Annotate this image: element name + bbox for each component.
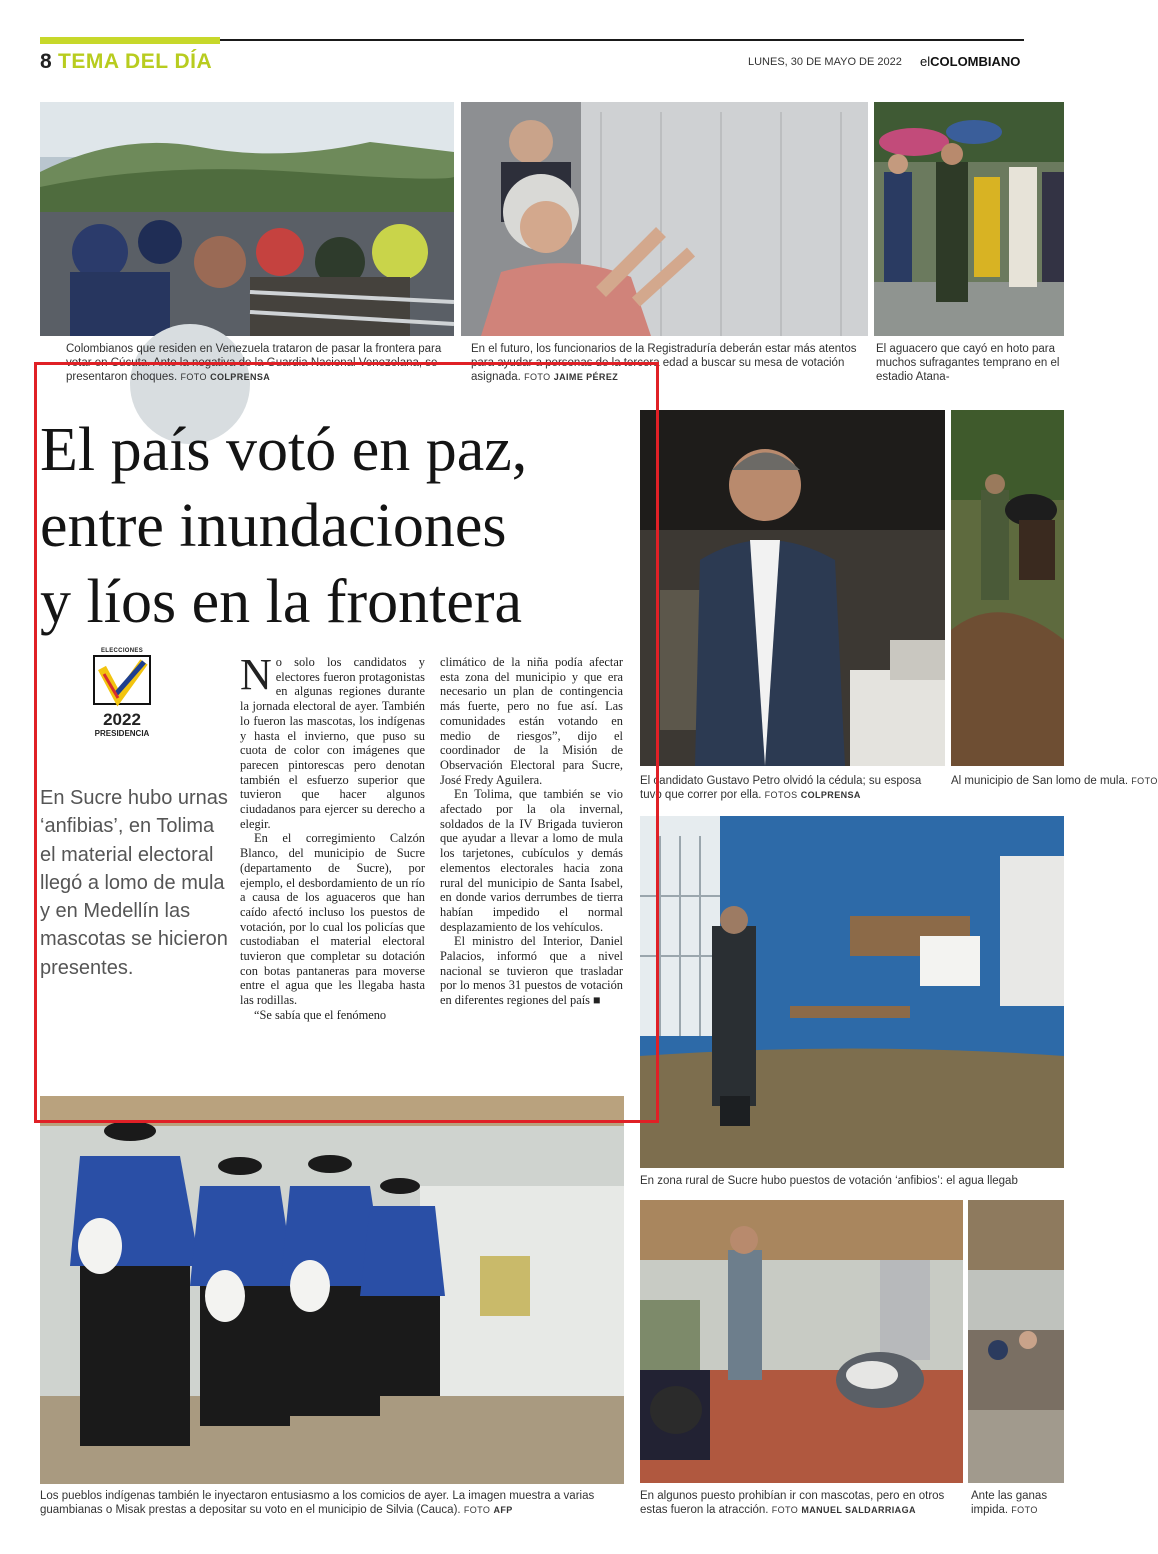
logo-bottom-label: PRESIDENCIA	[94, 729, 150, 738]
col2-paragraph-1: climático de la niña podía afectar esta zona del municipio y que era necesario un plan de contingencia más fuerte, pero no fue así. Las comunidades están votando en medio de riesgos”, dijo el coordinador de la Misión de Observación Electoral para Sucre, José Fredy Aguilera.	[440, 655, 623, 787]
highlight-box	[34, 362, 659, 1123]
photo-petro	[640, 410, 945, 766]
photo-pets	[640, 1200, 963, 1483]
caption-petro: El candidato Gustavo Petro olvidó la cédula; su esposa tuvo que correr por ella. FOTOS COLPRENSA	[640, 775, 922, 801]
dropcap: N	[240, 650, 272, 699]
caption-mule: Al municipio de San lomo de mula. FOTO	[951, 775, 1158, 787]
article-column-1: No solo los candidatos y electores fueron protagonistas en algunas regiones durante la jornada electoral de ayer. También lo fueron las mascotas, los indígenas y hasta el invierno, que puso su cuota de color con imágenes que parecen pintorescas pero denotan también el esfuerzo superior que tuvieron que hacer algunos ciudadanos para ejercer su derecho a elegir. En el corregimiento Calzón Blanco, del municipio de Sucre (departamento de Sucre), por ejemplo, el desbordamiento de un río a causa de los aguaceros que han caído afectó incluso los puestos de votación, por lo cual los policías que custodiaban el material electoral tuvieron que completar su dotación con botas pantaneras para moverse entre el agua que les llegaba hasta las rodillas. “Se sabía que el fenómeno	[240, 650, 425, 1022]
logo-top-label: ELECCIONES	[100, 648, 143, 654]
photo-voter-lists	[461, 102, 868, 336]
caption-misak-women: Los pueblos indígenas también le inyectaron entusiasmo a los comicios de ayer. La imagen muestra a varias guambianas o Misak prestas a depositar su voto en el municipio de Silvia (Cauca). FOTO AFP	[40, 1490, 595, 1516]
section-title: TEMA DEL DÍA	[58, 50, 213, 73]
photo-mule	[951, 410, 1064, 766]
caption-rain-stadium: El aguacero que cayó en hoto para muchos sufragantes temprano en el estadio Atana-	[876, 343, 1060, 383]
col1-paragraph-2: En el corregimiento Calzón Blanco, del municipio de Sucre (departamento de Sucre), por ejemplo, el desbordamiento de un río a causa de los aguaceros que han caído afectó incluso los puestos de votación, por lo cual los policías que custodiaban el material electoral tuvieron que completar su dotación con botas pantaneras para moverse entre el agua que les llegaba hasta las rodillas.	[240, 831, 425, 1008]
photo-misak-women	[40, 1096, 624, 1484]
col2-paragraph-2: En Tolima, que también se vio afectado por la ola invernal, soldados de la IV Brigada tuvieron que ayudar a llevar a lomo de mula los tarjetones, cubículos y demás elementos electorales hacia zona rural del municipio de Santa Isabel, en donde varios derrumbes de tierra habían impedido el normal desplazamiento de los vehículos.	[440, 787, 623, 934]
caption-flooded-polling-station: En zona rural de Sucre hubo puestos de votación ‘anfibios’: el agua llegab	[640, 1175, 1018, 1187]
logo-year: 2022	[103, 710, 141, 729]
newspaper-brand: elCOLOMBIANO	[920, 54, 1021, 69]
section-accent-bar	[40, 37, 220, 44]
photo-rain-stadium	[874, 102, 1064, 336]
dateline: LUNES, 30 DE MAYO DE 2022	[748, 56, 902, 68]
headline-line-3: y líos en la frontera	[40, 568, 523, 636]
caption-pets: En algunos puesto prohibían ir con mascotas, pero en otros estas fueron la atracción. FOTO MANUEL SALDARRIAGA	[640, 1490, 945, 1516]
photo-flooded-polling-station	[640, 816, 1064, 1168]
col2-paragraph-3: El ministro del Interior, Daniel Palacios, informó que a nivel nacional se tuvieron que trasladar por lo menos 31 puestos de votación en diferentes regiones del país ■	[440, 934, 623, 1008]
article-lede: En Sucre hubo urnas ‘anfibias’, en Tolima el material electoral llegó a lomo de mula y en Medellín las mascotas se hicieron presentes.	[40, 787, 228, 979]
photo-border-crowd	[40, 102, 454, 336]
col1-paragraph-3: “Se sabía que el fenómeno	[254, 1007, 387, 1022]
headline-line-1: El país votó en paz,	[40, 416, 528, 484]
caption-voter-lists: En el futuro, los funcionarios de la Registraduría deberán estar más atentos para ayudar a personas de la tercera edad a buscar su mesa de votación asignada. FOTO JAIME PÉREZ	[471, 343, 857, 383]
caption-voting-hall: Ante las ganas impida. FOTO	[971, 1490, 1048, 1516]
caption-border-crowd: Colombianos que residen en Venezuela trataron de pasar la frontera para votar en Cúcuta. Ante la negativa de la Guardia Nacional Venezolana, se presentaron choques. FOTO COLPRENSA	[66, 343, 442, 383]
photo-voting-hall	[968, 1200, 1064, 1483]
headline-line-2: entre inundaciones	[40, 492, 507, 560]
page-number: 8	[40, 50, 52, 73]
